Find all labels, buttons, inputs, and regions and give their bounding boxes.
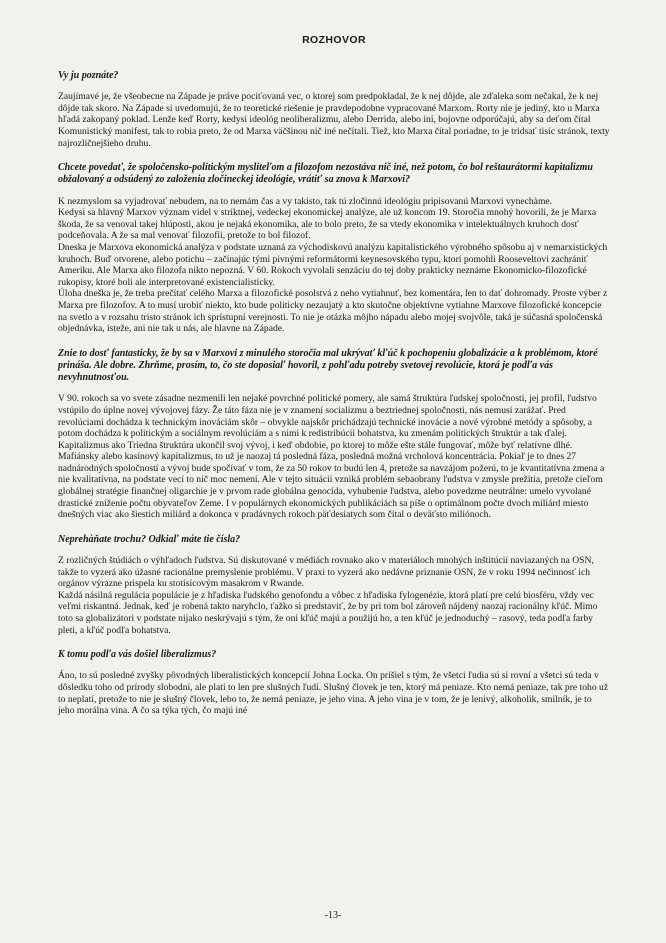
answer-paragraph: Každá násilná regulácia populácie je z hľadiska ľudského genofondu a vôbec z hľadiska fylogenézie, ktorá platí pre celú biosféru, vždy vec veľmi riskantná. Jednak, keď je robená takto naryhclo, ťažko si predstaviť, že by pri tom bol zároveň nájdený naozaj racionálny kľúč. Mimo toto sa globalizátori v podstate nijako neskrývajú s tým, že oni kľúč majú a použijú ho, a ten kľúč je jednoduchý – rasový, teda podľa farby pleti, a kľúč podľa bohatstva.: [58, 589, 598, 636]
interview-question: K tomu podľa vás došiel liberalizmus?: [58, 649, 217, 661]
answer-paragraph: V 90. rokoch sa vo svete zásadne nezmenili len nejaké povrchné politické pomery, ale samá štruktúra ľudskej spoločnosti, jej profil, ľudstvo vstúpilo do úplne novej vývojovej fázy. Že táto fáza nie je v znamení socializmu a beztriednej spoločnosti, nás nemusí zarážať. Pred revolúciami dochádza k technickým inováciám skôr – obvykle najskôr prichádzajú technické inovácie a nové výrobné metódy a spôsoby, a potom dochádza k politickým a sociálnym revolúciám a s nimi k redistribúcii bohatstva, ku zmenám politických štruktúr a tak ďalej.: [58, 393, 597, 440]
interview-answer: [58, 393, 610, 521]
answer-paragraph: Úloha dneška je, že treba prečítať celého Marxa a filozofické posolstvá z neho vytiahnuť, bez komentára, len to dať dohromady. Proste výber z Marxa pre filozofov. A to musí urobiť niekto, kto bude politicky nezaujatý a kto skutočne objektívne vytiahne Marxove filozofické koncepcie na svetlo a v rozsahu tristo stránok ich sprístupní verejnosti. To nie je otázka môjho nápadu alebo mojej svojvôle, taká je súčasná spoločenská objednávka, isteže, ani nie tak u nás, ale hlavne na Západe.: [58, 288, 608, 335]
answer-paragraph: Kedysi sa hlavný Marxov význam videl v striktnej, vedeckej ekonomickej analýze, ale už koncom 19. Storočia mnohý hovorili, že je Marxa škoda, že sa venoval takej hlúposti, akou je nejaká ekonomika, ale to bolo preto, že sa vtedy ekonomika v intelektuálnych kruhoch dosť podceňovala. A že sa mal venovať filozofii, pretože to bol filozof.: [58, 207, 597, 242]
answer-paragraph: K nezmyslom sa vyjadrovať nebudem, na to nemám čas a vy takisto, tak tú zločinnú ideológiu pripisovanú Marxovi vynechàme.: [58, 195, 553, 207]
answer-paragraph: Z rozličných štúdiách o výhľadoch ľudstva. Sú diskutované v médiách rovnako ako v materiáloch mnohých inštitúcií naviazaných na OSN, takže to vyzerá ako úžasné racionálne premyslenie problému. V praxi to vyzerá ako nedávne priznanie OSN, že v roku 1994 nečinnosť ich orgánov výrazne prispela ku stotisícovým masakrom v Rwande.: [58, 555, 594, 590]
answer-paragraph: Zaujímavé je, že všeobecne na Západe je práve pociťovaná vec, o ktorej som predpokladal, že k nej dôjde, ale zďaleka som nečakal, že k nej dôjde tak skoro. Na Západe si uvedomujú, že to teoretické riešenie je pravdepodobne vypracované Marxom. Rorty nie je jediný, kto u Marxa hľadá zakopaný poklad. Lenže keď Rorty, kedysi ideológ neoliberalizmu, alebo Derrida, alebo iní, bojovne odporúčajú, aby sa deťom čítal Komunistický manifest, tak to robia preto, že od Marxa väčšinou nič iné nečítali. Tiež, kto Marxa čítal poriadne, to je tridsať tisíc stránok, texty najrozličnejšieho druhu.: [58, 91, 610, 149]
answer-paragraph: Áno, to sú posledné zvyšky pôvodných liberalistických koncepcií Johna Locka. On prišiel s tým, že všetci ľudia sú si rovní a všetci sú teda v dôsledku toho od prírody slobodní, ale platí to len pre slušných ľudí. Slušný človek je ten, ktorý má peniaze. Kto nemá peniaze, tak pre toho už to neplatí, pretože to nie je slušný človek, lebo to, že nemá peniaze, je jeho vina. A jeho vina je v tom, že je lenivý, alkoholik, smilník, je to jeho morálna vina. A čo sa týka tých, čo majú iné: [58, 670, 609, 717]
interview-answer: [58, 670, 610, 716]
interview-question: Znie to dosť fantasticky, že by sa v Marxovi z minulého storočia mal ukrývať kľúč k pochopeniu globalizácie a k problémom, ktoré prináša. Ale dobre. Zhrňme, prosím, to, čo ste doposiaľ hovoril, z pohľadu potreby svetovej revolúcie, ktorá je podľa vás nevyhnutnosťou.: [58, 347, 598, 384]
interview-question: Chcete povedať, že spoločensko-politickým mysliteľom a filozofom nezostáva nič iné, než potom, čo bol reštaurátormi kapitalizmu obžalovaný a odsúdený zo založenia zločineckej ideológie, vrátiť sa znova k Marxovi?: [58, 162, 593, 186]
interview-question: Neprehàňate trochu? Odkiaľ máte tie čísla?: [58, 533, 241, 545]
interview-answer: [58, 196, 610, 335]
page-number: -13-: [324, 910, 342, 921]
interview-answer: [58, 91, 610, 149]
page-header: ROZHOVOR: [302, 34, 366, 46]
interview-body: [58, 70, 610, 717]
interview-answer: [58, 555, 610, 636]
answer-paragraph: Kapitalizmus ako Triedna štruktúra ukončil svoj vývoj, i keď obdobie, po ktorej to môže ešte stále fungovať, môže byť relatívne dlhé. Mafiánsky alebo kasínový kapitalizmus, to už je naozaj tá posledná fáza, posledná možná vrcholová koncentrácia. Pokiaľ je to dnes 27 nadnárodných spoločností a vývoj bude spočívať v tom, že za 50 rokov to budú len 4, pretože sa navzájom požerú, to je kvantitatívna zmena a nie kvalitatívna, na podstate vecí to nič moc nemení. Ale v tejto situácii vzniká problém sebaobrany ľudstva v zmysle prežitia, pretože cieľom globálnej stratégie finančnej oligarchie je v prvom rade globálna genocída, vyhubenie ľudstva, alebo povedzme neutrálne: umelo vyvolané drastické zníženie počtu obyvateľov Zeme. I v populárnych ekonomických publikáciách sa píše o optimálnom počte dvoch miliárd miesto dnešných viac ako šiestich miliárd a dokonca v pradávnych rokoch päťdesiatych som čítal o deväťsto miliónoch.: [58, 439, 605, 521]
interview-question: Vy ju poznáte?: [58, 70, 119, 81]
answer-paragraph: Dneska je Marxova ekonomická analýza v podstate uznaná za východiskovú analýzu kapitalistického výrobného spôsobu aj v nemarxistických kruhoch. Buď otvorene, alebo potichu – začínajúc tými pivnými reformátormi keynesovského typu, ktorí pomohli Rooseveltovi zachrániť Ameriku. Ale Marxa ako filozofa nikto nepozná. V 60. Rokoch vyvolali senzáciu do tej doby prakticky neznáme Ekonomicko-filozofické rukopisy, ktoré boli ale interpretované existencialisticky.: [58, 241, 608, 288]
